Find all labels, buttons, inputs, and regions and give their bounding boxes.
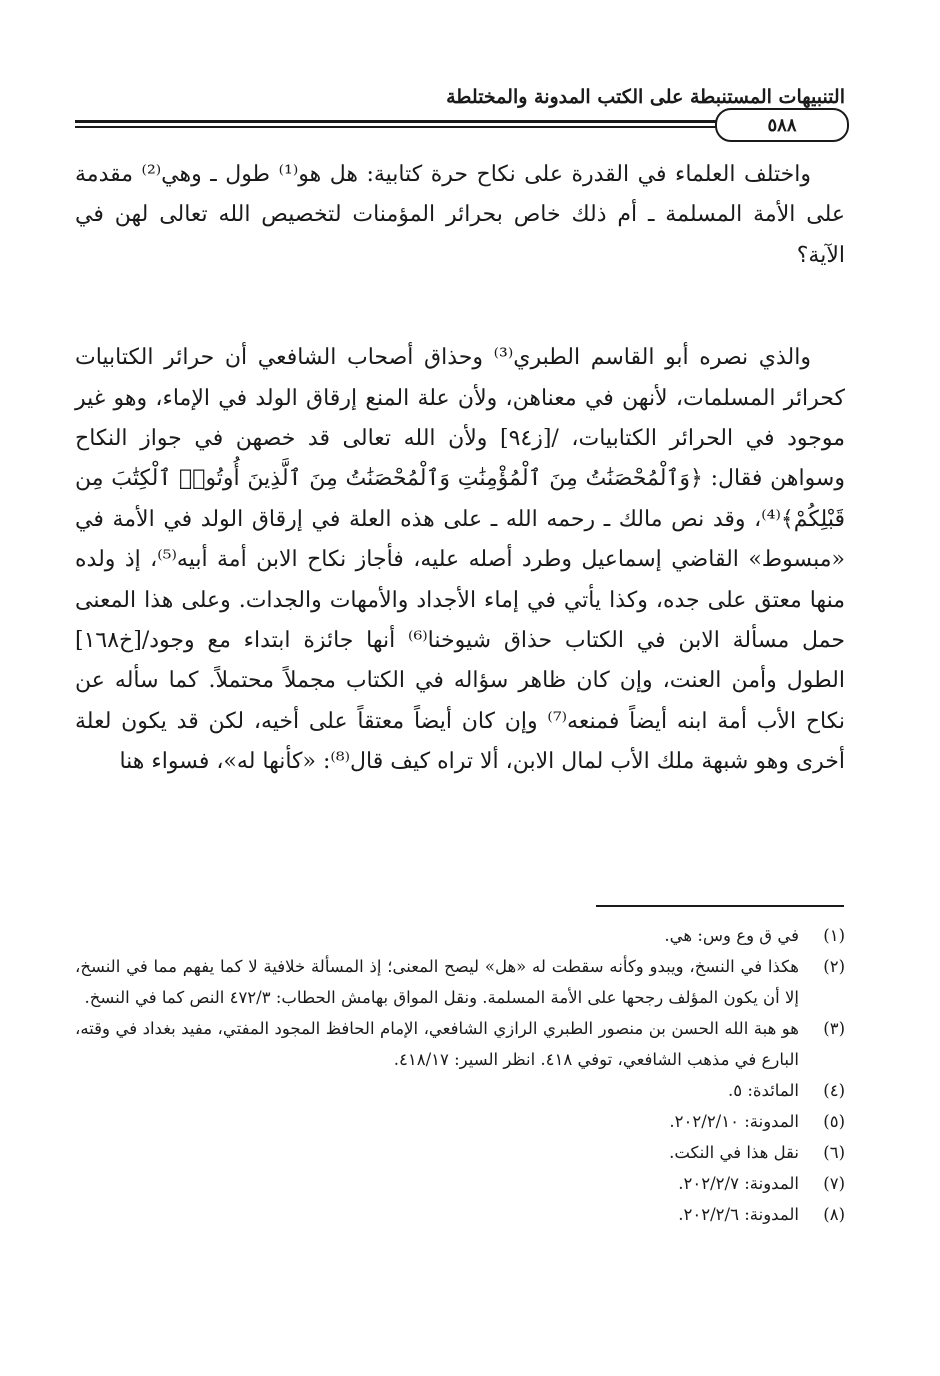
footnote-text: في ق وع وس: هي.	[664, 926, 799, 945]
footnote-text: نقل هذا في النكت.	[669, 1143, 799, 1162]
footnote-5	[75, 1106, 845, 1137]
footnote-8	[75, 1199, 845, 1230]
footnote-text: هكذا في النسخ، ويبدو وكأنه سقطت له «هل» ليصح المعنى؛ إذ المسألة خلافية لا كما يفهم مما في النسخ، إلا أن يكون المؤلف رجحها على الأمة المسلمة. ونقل المواق بهامش الحطاب: ٤٧٢/٣ النص كما في النسخ.	[75, 957, 799, 1007]
footnote-number: (٣)	[823, 1019, 845, 1038]
footnote-text: المدونة: ٢٠٢/٢/١٠.	[669, 1112, 799, 1131]
footnote-3	[75, 1013, 845, 1075]
footnote-number: (٤)	[823, 1081, 845, 1100]
paragraph-gap	[75, 276, 845, 338]
page-number: ٥٨٨	[715, 108, 849, 142]
footnote-text: هو هبة الله الحسن بن منصور الطبري الرازي الشافعي، الإمام الحافظ المجود المفتي، مفيد بغداد في وقته، البارع في مذهب الشافعي، توفي ٤١٨. انظر السير: ٤١٨/١٧.	[75, 1019, 799, 1069]
footnote-number: (٦)	[823, 1143, 845, 1162]
footnote-number: (٥)	[823, 1112, 845, 1131]
footnote-text: المائدة: ٥.	[727, 1081, 799, 1100]
running-header	[75, 86, 845, 158]
footnote-6	[75, 1137, 845, 1168]
footnote-text: المدونة: ٢٠٢/٢/٦.	[678, 1205, 799, 1224]
footnote-number: (١)	[823, 926, 845, 945]
footnote-1	[75, 920, 845, 951]
footnote-number: (٢)	[823, 957, 845, 976]
paragraph-1: واختلف العلماء في القدرة على نكاح حرة كتابية: هل هو⁽¹⁾ طول ـ وهي⁽²⁾ مقدمة على الأمة المسلمة ـ أم ذلك خاص بحرائر المؤمنات لتخصيص الله تعالى لهن في الآية؟	[75, 162, 845, 268]
footnote-4	[75, 1075, 845, 1106]
footnote-separator	[596, 905, 844, 907]
footnote-2	[75, 951, 845, 1013]
footnote-text: المدونة: ٢٠٢/٢/٧.	[678, 1174, 799, 1193]
footnote-7	[75, 1168, 845, 1199]
main-text	[75, 155, 845, 783]
footnotes	[75, 920, 845, 1230]
footnote-number: (٨)	[823, 1205, 845, 1224]
paragraph-2: والذي نصره أبو القاسم الطبري⁽³⁾ وحذاق أصحاب الشافعي أن حرائر الكتابيات كحرائر المسلمات، لأنهن في معناهن، ولأن علة المنع إرقاق الولد في الإماء، وهو غير موجود في الحرائر الكتابيات، /[ز٩٤] ولأن الله تعالى قد خصهن في جواز النكاح وسواهن فقال: ﴿وَٱلْمُحْصَنَٰتُ مِنَ ٱلْمُؤْمِنَٰتِ وَٱلْمُحْصَنَٰتُ مِنَ ٱلَّذِينَ أُوتُوا۟ ٱلْكِتَٰبَ مِن قَبْلِكُمْ﴾⁽⁴⁾، وقد نص مالك ـ رحمه الله ـ على هذه العلة في إرقاق الولد في الأمة في «مبسوط» القاضي إسماعيل وطرد أصله عليه، فأجاز نكاح الابن أمة أبيه⁽⁵⁾، إذ ولده منها معتق على جده، وكذا يأتي في إماء الأجداد والأمهات والجدات. وعلى هذا المعنى حمل مسألة الابن في الكتاب حذاق شيوخنا⁽⁶⁾ أنها جائزة ابتداء مع وجود/[خ١٦٨] الطول وأمن العنت، وإن كان ظاهر سؤاله في الكتاب مجملاً محتملاً. كما سأله عن نكاح الأب أمة ابنه أيضاً فمنعه⁽⁷⁾ وإن كان أيضاً معتقاً على أخيه، لكن قد يكون لعلة أخرى وهو شبهة ملك الأب لمال الابن، ألا تراه كيف قال⁽⁸⁾: «كأنها له»، فسواء هنا	[75, 345, 846, 775]
footnote-number: (٧)	[823, 1174, 845, 1193]
running-title: التنبيهات المستنبطة على الكتب المدونة والمختلطة	[446, 86, 845, 108]
